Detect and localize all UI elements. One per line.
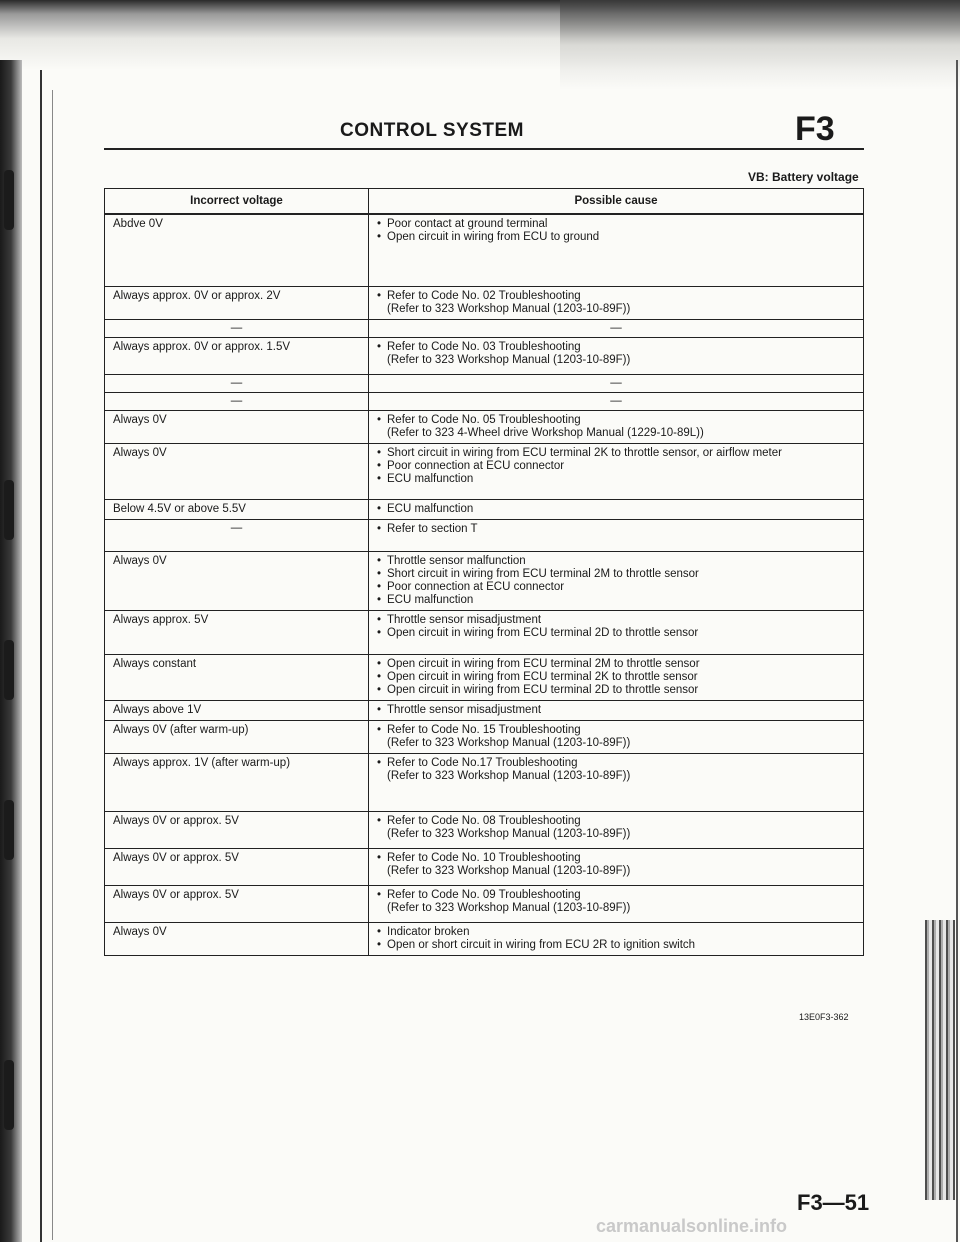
possible-cause-cell <box>369 811 864 848</box>
possible-cause-cell <box>369 286 864 319</box>
cause-item: • Refer to Code No. 09 Troubleshooting (Refer to 323 Workshop Manual (1203-10-89F)) <box>377 889 855 915</box>
possible-cause-cell <box>369 443 864 499</box>
section-code: F3 <box>795 110 835 148</box>
table-row <box>105 922 864 955</box>
incorrect-voltage-cell: Always approx. 0V or approx. 2V <box>105 286 369 319</box>
table-row <box>105 392 864 410</box>
binder-hole <box>4 480 14 540</box>
cause-item: • Short circuit in wiring from ECU terminal 2M to throttle sensor <box>377 568 855 581</box>
cause-item: • Refer to Code No.17 Troubleshooting (Refer to 323 Workshop Manual (1203-10-89F)) <box>377 757 855 783</box>
scan-edge-right <box>956 60 958 1242</box>
incorrect-voltage-cell: Always approx. 1V (after warm-up) <box>105 753 369 811</box>
cause-item: • Indicator broken <box>377 926 855 939</box>
cause-item: • Open circuit in wiring from ECU terminal 2D to throttle sensor <box>377 684 855 697</box>
possible-cause-cell <box>369 700 864 720</box>
table-row <box>105 654 864 700</box>
table-row <box>105 337 864 374</box>
cause-list <box>377 447 855 486</box>
cause-item: • Open circuit in wiring from ECU to ground <box>377 231 855 244</box>
possible-cause-cell <box>369 654 864 700</box>
cause-item: • Refer to Code No. 03 Troubleshooting (Refer to 323 Workshop Manual (1203-10-89F)) <box>377 341 855 367</box>
cause-list <box>377 218 855 244</box>
incorrect-voltage-cell: Always approx. 0V or approx. 1.5V <box>105 337 369 374</box>
cause-list <box>377 852 855 878</box>
possible-cause-cell <box>369 610 864 654</box>
table-row <box>105 753 864 811</box>
cause-item: • Throttle sensor misadjustment <box>377 704 855 717</box>
cause-item: • Poor connection at ECU connector <box>377 460 855 473</box>
cause-list <box>377 555 855 607</box>
incorrect-voltage-cell: — <box>105 392 369 410</box>
table-row <box>105 410 864 443</box>
incorrect-voltage-cell: Always 0V <box>105 551 369 610</box>
cause-list <box>377 704 855 717</box>
incorrect-voltage-cell: Always 0V or approx. 5V <box>105 811 369 848</box>
cause-item: • Refer to Code No. 02 Troubleshooting (Refer to 323 Workshop Manual (1203-10-89F)) <box>377 290 855 316</box>
page-number: F3—51 <box>797 1190 870 1215</box>
cause-item: • Refer to Code No. 15 Troubleshooting (Refer to 323 Workshop Manual (1203-10-89F)) <box>377 724 855 750</box>
cause-list <box>377 724 855 750</box>
cause-list <box>377 815 855 841</box>
possible-cause-cell <box>369 848 864 885</box>
cause-list <box>377 926 855 952</box>
cause-item: • ECU malfunction <box>377 473 855 486</box>
possible-cause-cell <box>369 551 864 610</box>
incorrect-voltage-cell: Always 0V <box>105 443 369 499</box>
watermark: carmanualsonline.info <box>596 1216 788 1236</box>
incorrect-voltage-cell: Below 4.5V or above 5.5V <box>105 499 369 519</box>
battery-voltage-note: VB: Battery voltage <box>748 170 859 184</box>
incorrect-voltage-cell: — <box>105 519 369 551</box>
cause-item: • Poor connection at ECU connector <box>377 581 855 594</box>
cause-list <box>377 341 855 367</box>
cause-item: • Open or short circuit in wiring from ECU 2R to ignition switch <box>377 939 855 952</box>
table-row <box>105 551 864 610</box>
incorrect-voltage-cell: Abdve 0V <box>105 214 369 286</box>
table-header-row <box>105 189 864 215</box>
table-row <box>105 374 864 392</box>
cause-item: • Refer to Code No. 05 Troubleshooting (Refer to 323 4-Wheel drive Workshop Manual (1229-10-89L)) <box>377 414 855 440</box>
possible-cause-cell <box>369 499 864 519</box>
possible-cause-cell <box>369 885 864 922</box>
cause-item: • Refer to Code No. 10 Troubleshooting (Refer to 323 Workshop Manual (1203-10-89F)) <box>377 852 855 878</box>
table-row <box>105 848 864 885</box>
incorrect-voltage-cell: Always 0V or approx. 5V <box>105 885 369 922</box>
possible-cause-cell <box>369 337 864 374</box>
cause-list <box>377 614 855 640</box>
cause-list <box>377 757 855 783</box>
cause-item: • Throttle sensor misadjustment <box>377 614 855 627</box>
table-row <box>105 286 864 319</box>
cause-list <box>377 658 855 697</box>
column-header-cause: Possible cause <box>369 189 864 215</box>
possible-cause-cell: — <box>369 374 864 392</box>
possible-cause-cell <box>369 410 864 443</box>
figure-code: 13E0F3-362 <box>799 1012 849 1022</box>
binder-hole <box>4 800 14 860</box>
incorrect-voltage-cell: Always above 1V <box>105 700 369 720</box>
possible-cause-cell <box>369 753 864 811</box>
binding-line <box>40 70 42 1242</box>
cause-list <box>377 290 855 316</box>
cause-item: • Open circuit in wiring from ECU terminal 2D to throttle sensor <box>377 627 855 640</box>
cause-list <box>377 414 855 440</box>
table-row <box>105 214 864 286</box>
possible-cause-cell <box>369 720 864 753</box>
table-row <box>105 610 864 654</box>
scan-shadow-top-right <box>560 0 960 90</box>
incorrect-voltage-cell: Always approx. 5V <box>105 610 369 654</box>
incorrect-voltage-cell: Always 0V <box>105 410 369 443</box>
voltage-table <box>104 188 864 956</box>
incorrect-voltage-cell: Always constant <box>105 654 369 700</box>
table-row <box>105 811 864 848</box>
incorrect-voltage-cell: Always 0V (after warm-up) <box>105 720 369 753</box>
possible-cause-cell <box>369 519 864 551</box>
binder-hole <box>4 170 14 230</box>
binder-hole <box>4 1060 14 1130</box>
header-rule <box>104 148 864 150</box>
scan-noise-right <box>925 920 955 1200</box>
table-row <box>105 700 864 720</box>
incorrect-voltage-cell: — <box>105 319 369 337</box>
possible-cause-cell: — <box>369 392 864 410</box>
table-row <box>105 519 864 551</box>
table-row <box>105 443 864 499</box>
cause-item: • Poor contact at ground terminal <box>377 218 855 231</box>
cause-item: • ECU malfunction <box>377 503 855 516</box>
table-body <box>105 214 864 955</box>
cause-item: • ECU malfunction <box>377 594 855 607</box>
possible-cause-cell <box>369 922 864 955</box>
cause-item: • Throttle sensor malfunction <box>377 555 855 568</box>
table-row <box>105 720 864 753</box>
table-row <box>105 499 864 519</box>
cause-list <box>377 503 855 516</box>
binding-line-inner <box>52 90 53 1240</box>
table-row <box>105 319 864 337</box>
column-header-voltage: Incorrect voltage <box>105 189 369 215</box>
cause-item: • Refer to Code No. 08 Troubleshooting (Refer to 323 Workshop Manual (1203-10-89F)) <box>377 815 855 841</box>
cause-list <box>377 523 855 536</box>
cause-item: • Open circuit in wiring from ECU terminal 2M to throttle sensor <box>377 658 855 671</box>
binder-hole <box>4 640 14 700</box>
incorrect-voltage-cell: Always 0V <box>105 922 369 955</box>
cause-item: • Refer to section T <box>377 523 855 536</box>
incorrect-voltage-cell: — <box>105 374 369 392</box>
page-title: CONTROL SYSTEM <box>340 120 524 141</box>
table-row <box>105 885 864 922</box>
possible-cause-cell <box>369 214 864 286</box>
possible-cause-cell: — <box>369 319 864 337</box>
cause-item: • Short circuit in wiring from ECU terminal 2K to throttle sensor, or airflow meter <box>377 447 855 460</box>
cause-list <box>377 889 855 915</box>
incorrect-voltage-cell: Always 0V or approx. 5V <box>105 848 369 885</box>
cause-item: • Open circuit in wiring from ECU terminal 2K to throttle sensor <box>377 671 855 684</box>
